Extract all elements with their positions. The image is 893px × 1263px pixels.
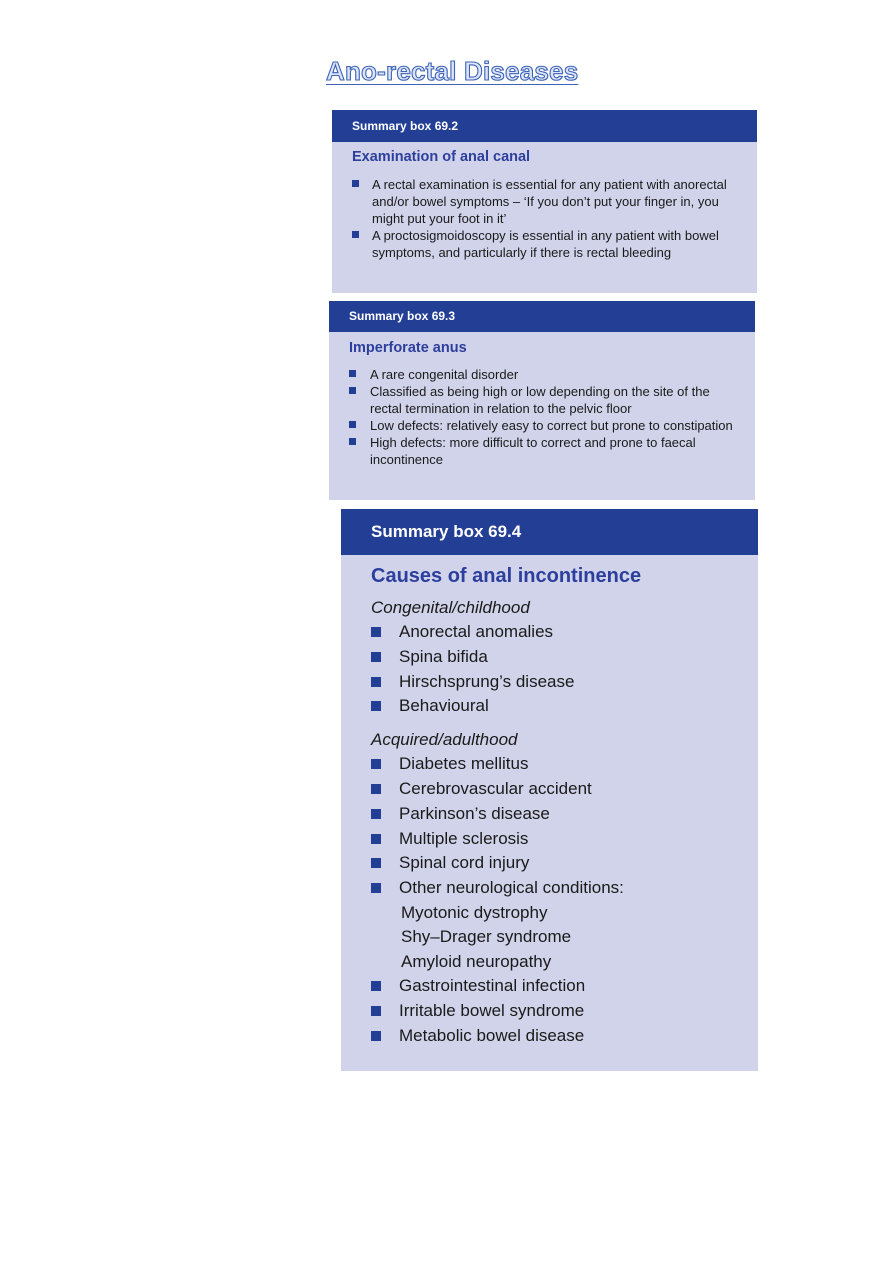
list-item-text: A proctosigmoidoscopy is essential in any patient with bowel symptoms, and particularly if there is rectal bleeding (372, 228, 719, 260)
list-item (371, 752, 758, 777)
list-item (371, 802, 758, 827)
summary-box-69-2 (332, 110, 757, 293)
list-item-text: Classified as being high or low depending on the site of the rectal termination in relation to the pelvic floor (370, 384, 710, 416)
list-item-text: Hirschsprung’s disease (399, 671, 575, 691)
list-item (349, 366, 737, 383)
bullet-list (329, 356, 755, 468)
summary-box-header: Summary box 69.4 (341, 509, 758, 555)
list-item-text: A rare congenital disorder (370, 367, 519, 382)
summary-box-header: Summary box 69.3 (329, 301, 755, 332)
summary-box-69-3 (329, 301, 755, 500)
square-bullet-icon (371, 627, 381, 637)
square-bullet-icon (349, 370, 356, 377)
list-item (371, 851, 758, 876)
list-item-text: Cerebrovascular accident (399, 778, 592, 798)
list-item-text: Multiple sclerosis (399, 828, 529, 848)
list-item-text: High defects: more difficult to correct and prone to faecal incontinence (370, 435, 696, 467)
list-item-text: Gastrointestinal infection (399, 976, 586, 996)
sub-list-item: Amyloid neuropathy (401, 951, 552, 971)
list-item (371, 974, 758, 999)
list-item (352, 176, 739, 227)
list-item-text: Anorectal anomalies (399, 622, 554, 641)
summary-box-header: Summary box 69.2 (332, 110, 757, 142)
list-item (349, 383, 737, 417)
bullet-list-congenital (341, 620, 758, 719)
bullet-list-acquired-continued (341, 974, 758, 1048)
page-title: Ano-rectal Diseases (326, 56, 579, 86)
summary-box-title: Imperforate anus (349, 340, 467, 356)
list-item-text: Behavioural (399, 696, 489, 716)
list-item-text: Other neurological conditions: (399, 878, 624, 898)
square-bullet-icon (349, 387, 356, 394)
list-item (349, 434, 737, 468)
list-item-text: Low defects: relatively easy to correct but prone to constipation (370, 418, 733, 433)
square-bullet-icon (371, 858, 381, 868)
list-item (371, 645, 758, 670)
list-item (371, 777, 758, 802)
list-item (352, 227, 739, 261)
list-item-text: Parkinson’s disease (399, 803, 550, 823)
square-bullet-icon (371, 981, 381, 991)
section-heading-congenital: Congenital/childhood (371, 598, 530, 617)
list-item (371, 1024, 758, 1049)
square-bullet-icon (349, 421, 356, 428)
summary-box-title: Examination of anal canal (352, 149, 531, 165)
summary-box-title: Causes of anal incontinence (371, 565, 642, 587)
section-heading-acquired: Acquired/adulthood (371, 730, 518, 750)
list-item-text: Spinal cord injury (399, 853, 530, 873)
list-item-text: Metabolic bowel disease (399, 1025, 585, 1045)
list-item (371, 876, 758, 901)
list-item-text: Spina bifida (399, 646, 488, 666)
list-item-text: A rectal examination is essential for any patient with anorectal and/or bowel symptoms – ‘If you don’t put your finger in, you might put your foot in it’ (372, 177, 727, 226)
summary-box-69-4 (341, 509, 758, 1071)
sub-list-item: Myotonic dystrophy (401, 902, 548, 922)
list-item (371, 827, 758, 852)
square-bullet-icon (371, 834, 381, 844)
list-item (349, 417, 737, 434)
square-bullet-icon (352, 231, 359, 238)
list-item (371, 999, 758, 1024)
list-item (371, 670, 758, 695)
square-bullet-icon (371, 1031, 381, 1041)
bullet-list-acquired (341, 752, 758, 901)
square-bullet-icon (371, 701, 381, 711)
square-bullet-icon (371, 759, 381, 769)
bullet-list (332, 165, 757, 261)
list-item-text: Irritable bowel syndrome (399, 1000, 585, 1020)
square-bullet-icon (371, 652, 381, 662)
list-item-text: Diabetes mellitus (399, 754, 529, 774)
square-bullet-icon (371, 677, 381, 687)
sub-list-item: Shy–Drager syndrome (401, 927, 572, 947)
list-item (371, 694, 758, 719)
square-bullet-icon (371, 784, 381, 794)
list-item (371, 620, 758, 645)
square-bullet-icon (371, 883, 381, 893)
square-bullet-icon (349, 438, 356, 445)
square-bullet-icon (371, 1006, 381, 1016)
square-bullet-icon (352, 180, 359, 187)
square-bullet-icon (371, 809, 381, 819)
